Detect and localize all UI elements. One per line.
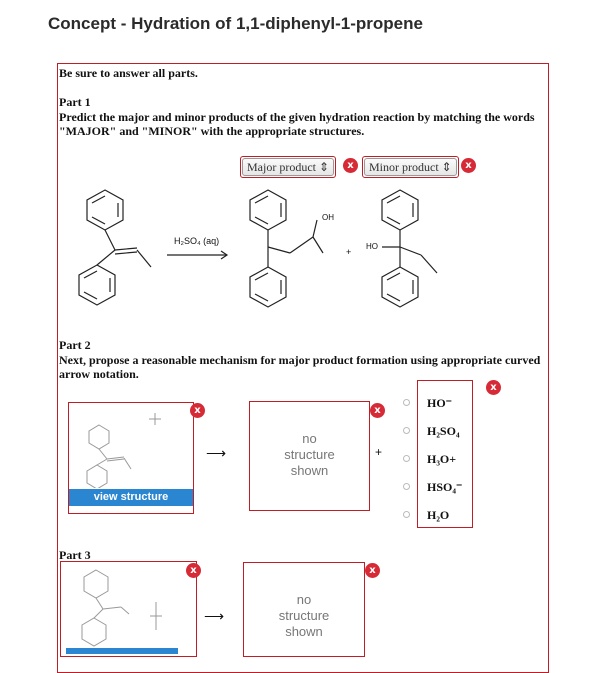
plus-sign-2: + [375,445,383,459]
part2-heading: Part 2 [59,338,91,352]
part3-answer-box[interactable] [243,562,365,657]
page-title: Concept - Hydration of 1,1-diphenyl-1-propene [48,14,423,33]
reagent-hso4[interactable]: HSO₄⁻ [427,480,463,494]
no-structure-line3: shown [285,624,323,639]
no-structure-line3: shown [290,463,329,478]
part2-answer-box[interactable] [249,401,370,511]
ho-label: HO [366,242,378,251]
view-structure-button[interactable]: view structure [69,489,193,506]
reagent-h2so4[interactable]: H₂SO₄ [427,424,460,438]
oh-label: OH [322,213,334,222]
major-product-select[interactable] [242,158,334,176]
part3-view-structure-button[interactable] [66,648,178,654]
no-structure-line2: structure [284,447,335,462]
no-structure-line1: no [296,592,312,607]
radio-h2o[interactable] [403,511,410,518]
reagent-ho[interactable]: HO⁻ [427,396,453,410]
part2-structure-box[interactable] [68,402,194,514]
no-structure-text [250,402,369,479]
no-structure-line2: structure [278,608,330,623]
part1-heading: Part 1 [59,95,91,109]
radio-h3o[interactable] [403,455,410,462]
part3-heading: Part 3 [59,548,91,562]
clear-minor-button[interactable]: x [461,158,476,173]
reaction-scheme [55,175,535,335]
major-product-select-label: Major product [247,160,316,174]
reagent-label: H₂SO₄ (aq) [174,236,220,246]
no-structure-text-3 [244,563,364,640]
radio-h2so4[interactable] [403,427,410,434]
clear-major-button[interactable]: x [343,158,358,173]
reaction-arrow-3: ⟶ [204,610,225,625]
radio-ho[interactable] [403,399,410,406]
reagent-list-box [417,380,473,528]
plus-sign: + [346,247,352,257]
part2-reactant-thumbnail [69,403,193,488]
part3-structure-box[interactable] [60,561,197,657]
no-structure-line1: no [302,431,317,446]
part3-thumbnail [61,562,196,652]
reagent-h3o[interactable]: H₃O+ [427,452,457,466]
clear-part2-button[interactable]: x [486,380,501,395]
part1-text: Predict the major and minor products of the given hydration reaction by matching the words "MAJOR" and "MINOR" with the appropriate structures. [59,110,535,138]
select-arrows-icon: ⇕ [318,160,330,174]
select-arrows-icon: ⇕ [441,160,452,174]
clear-part3-answer-button[interactable]: x [365,563,380,578]
radio-hso4[interactable] [403,483,410,490]
clear-part2-structure-button[interactable]: x [190,403,205,418]
clear-part3-structure-button[interactable]: x [186,563,201,578]
minor-product-select-label: Minor product [369,160,439,174]
instructions: Be sure to answer all parts. [59,66,198,80]
part2-text: Next, propose a reasonable mechanism for major product formation using appropriate curved arrow notation. [59,353,541,381]
reaction-arrow: ⟶ [206,447,227,462]
reagent-h2o[interactable]: H₂O [427,508,450,522]
minor-product-select[interactable] [364,158,457,176]
clear-part2-answer-button[interactable]: x [370,403,385,418]
